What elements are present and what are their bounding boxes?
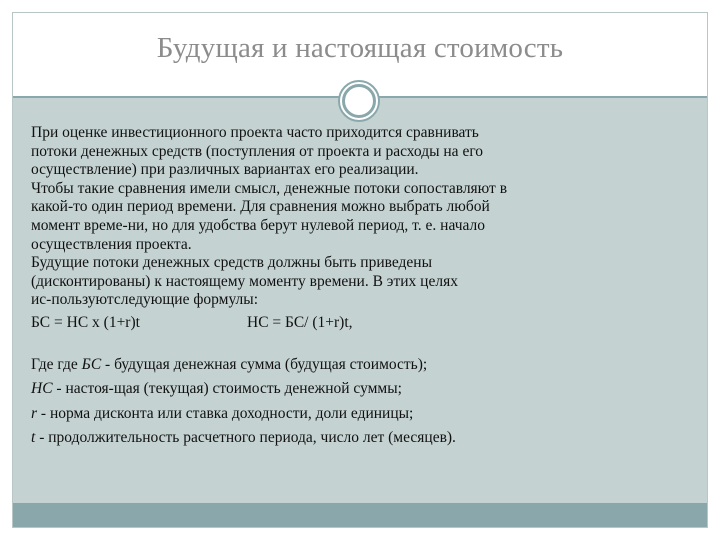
definition-item: [31, 377, 697, 402]
definition-term: r: [31, 404, 38, 422]
definition-text: - будущая денежная сумма (будущая стоимость);: [101, 355, 428, 373]
paragraph-line: ис-пользуютследующие формулы:: [31, 291, 258, 309]
paragraph-line: Будущие потоки денежных средств должны быть приведены: [31, 254, 432, 272]
definition-item: [31, 402, 697, 427]
future-value-formula: БС = НС х (1+r)t: [31, 313, 140, 331]
circle-ornament-icon: [337, 79, 381, 123]
definition-text: - продолжительность расчетного периода, число лет (месяцев).: [35, 429, 456, 447]
paragraph-line: Чтобы такие сравнения имели смысл, денежные потоки сопоставляют в: [31, 179, 508, 197]
paragraph-line: момент време-ни, но для удобства берут нулевой период, т. е. начало: [31, 216, 486, 234]
definition-term: t: [31, 429, 36, 447]
definition-text: - норма дисконта или ставка доходности, доли единицы;: [37, 404, 414, 422]
definition-term: БС: [81, 355, 102, 373]
paragraph-line: какой-то один период времени. Для сравнения можно выбрать любой: [31, 198, 490, 216]
slide-body: [31, 124, 697, 451]
paragraph-line: осуществления проекта.: [31, 235, 192, 253]
slide-title: Будущая и настоящая стоимость: [156, 32, 564, 64]
definition-item: [31, 426, 697, 451]
definitions-list: [31, 353, 697, 451]
present-value-formula: НС = БС/ (1+r)t,: [247, 313, 353, 331]
paragraph-line: потоки денежных средств (поступления от проекта и расходы на его: [31, 142, 484, 160]
definition-item: [31, 353, 697, 378]
paragraph-line: При оценке инвестиционного проекта часто приходится сравнивать: [31, 124, 479, 141]
definition-prefix: Где где: [31, 355, 82, 373]
formula-row: [31, 312, 697, 336]
paragraph-line: (дисконтированы) к настоящему моменту времени. В этих целях: [31, 272, 458, 290]
definition-text: - настоя-щая (текущая) стоимость денежной суммы;: [52, 380, 402, 398]
paragraph-line: осуществление) при различных вариантах его реализации.: [31, 161, 419, 179]
definition-term: НС: [31, 380, 53, 398]
